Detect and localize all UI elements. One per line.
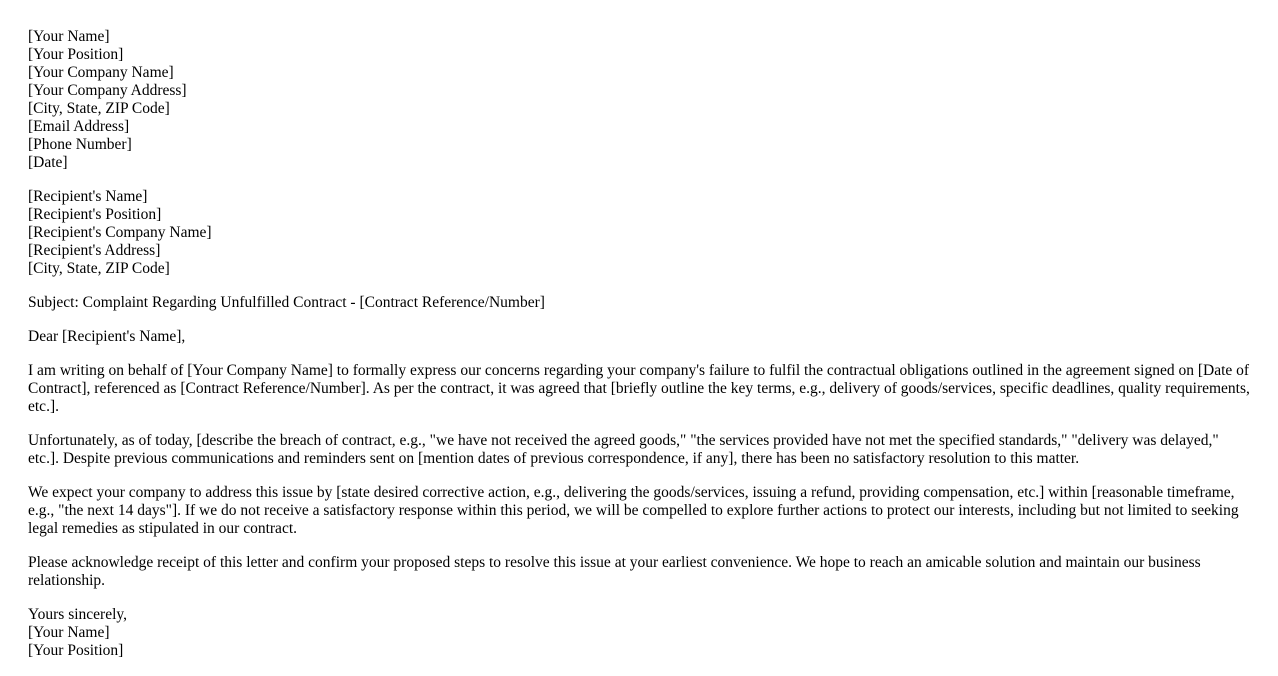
valediction: Yours sincerely, xyxy=(28,606,128,623)
letter-document xyxy=(28,28,1250,676)
sender-name: [Your Name] xyxy=(28,28,110,45)
sender-company-name: [Your Company Name] xyxy=(28,64,174,81)
sender-phone: [Phone Number] xyxy=(28,136,132,153)
letter-date: [Date] xyxy=(28,154,68,171)
sender-city-state-zip: [City, State, ZIP Code] xyxy=(28,100,170,117)
closing-position: [Your Position] xyxy=(28,642,124,659)
body-paragraph: We expect your company to address this issue by [state desired corrective action, e.g., delivering the goods/services, issuing a refund, providing compensation, etc.] within [reasonable timeframe, e.g., "the next 14 days"]. If we do not receive a satisfactory response within this period, we will be compelled to explore further actions to protect our interests, including but not limited to seeking legal remedies as stipulated in our contract. xyxy=(28,484,1239,537)
recipient-position: [Recipient's Position] xyxy=(28,206,162,223)
recipient-address: [Recipient's Address] xyxy=(28,242,161,259)
closing-name: [Your Name] xyxy=(28,624,110,641)
recipient-block xyxy=(28,188,1250,278)
body-paragraph: Unfortunately, as of today, [describe the breach of contract, e.g., "we have not received the agreed goods," "the services provided have not met the specified standards," "delivery was delayed," etc.]. Despite previous communications and reminders sent on [mention dates of previous correspondence, if any], there has been no satisfactory resolution to this matter. xyxy=(28,432,1219,467)
body-paragraph: I am writing on behalf of [Your Company Name] to formally express our concerns regarding your company's failure to fulfil the contractual obligations outlined in the agreement signed on [Date of Contract], referenced as [Contract Reference/Number]. As per the contract, it was agreed that [briefly outline the key terms, e.g., delivery of goods/services, specific deadlines, quality requirements, etc.]. xyxy=(28,362,1250,415)
recipient-name: [Recipient's Name] xyxy=(28,188,148,205)
sender-block xyxy=(28,28,1250,172)
sender-email: [Email Address] xyxy=(28,118,130,135)
sender-position: [Your Position] xyxy=(28,46,124,63)
body-paragraph: Please acknowledge receipt of this letter and confirm your proposed steps to resolve this issue at your earliest convenience. We hope to reach an amicable solution and maintain our business relationship. xyxy=(28,554,1201,589)
recipient-company-name: [Recipient's Company Name] xyxy=(28,224,212,241)
closing-block xyxy=(28,606,1250,660)
subject-line: Subject: Complaint Regarding Unfulfilled Contract - [Contract Reference/Number] xyxy=(28,294,545,311)
salutation: Dear [Recipient's Name], xyxy=(28,328,186,345)
recipient-city-state-zip: [City, State, ZIP Code] xyxy=(28,260,170,277)
sender-company-address: [Your Company Address] xyxy=(28,82,187,99)
